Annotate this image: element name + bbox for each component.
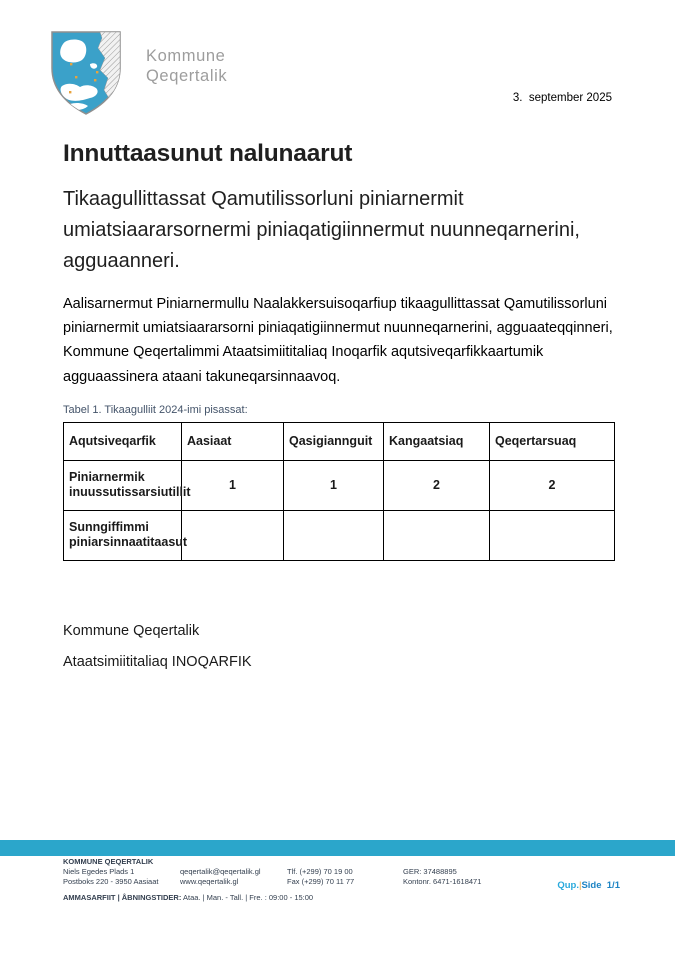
signature-block [63, 623, 613, 670]
cell-value [182, 510, 284, 560]
cell-value: 1 [182, 460, 284, 510]
footer-phone: Tlf. (+299) 70 19 00 [287, 867, 353, 876]
footer-phone-column [287, 857, 403, 887]
row-label-leisure-hunters: Sunngiffimmi piniarsinnaatitaasut [64, 510, 182, 560]
letter-content [63, 140, 613, 670]
body-paragraph: Aalisarnermut Piniarnermullu Naalakkersuisoqarfiup tikaagullittassat Qamutilissorluni piniarnermit umiatsiaararsorni piniaqatigiinnermut nuunneqarnerini, agguaateqqinneri, Kommune Qeqertalimmi Ataatsimiititaliaq Inoqarfik aqutsiveqarfikkaartumik agguaassinera ataani takuneqarsinnaavoq. [63, 296, 613, 385]
col-header-qeqertarsuaq: Qeqertarsuaq [490, 422, 615, 460]
org-wordmark-line2: Qeqertalik [146, 67, 228, 85]
footer-address-line2: Postboks 220 - 3950 Aasiaat [63, 877, 159, 886]
page-number-separator: | [578, 880, 582, 891]
opening-hours-label: AMMASARFIIT | ÅBNINGSTIDER: [63, 893, 182, 902]
footer-web-column [180, 857, 287, 887]
cell-value [490, 510, 615, 560]
letterhead [50, 30, 227, 116]
cell-value [384, 510, 490, 560]
footer-opening-hours [63, 893, 620, 903]
page-number-qup: Qup. [557, 880, 579, 891]
footer-website: www.qeqertalik.gl [180, 877, 239, 886]
table-row [64, 510, 615, 560]
org-wordmark [146, 46, 227, 86]
footer-org-name: KOMMUNE QEQERTALIK [63, 857, 154, 866]
quota-table [63, 422, 615, 561]
page-number [557, 881, 620, 891]
footer-address-column [63, 857, 180, 887]
footer-email: qeqertalik@qeqertalik.gl [180, 867, 261, 876]
footer-fax: Fax (+299) 70 11 77 [287, 877, 355, 886]
page-number-side: Side 1/1 [581, 880, 620, 891]
opening-hours-value: Ataa. | Man. - Tall. | Fre. : 09:00 - 15:00 [181, 893, 314, 902]
footer-ger-number: GER: 37488895 [403, 867, 457, 876]
page-title: Innuttaasunut nalunaarut [63, 140, 353, 167]
table-caption: Tabel 1. Tikaagulliit 2024-imi pisassat: [63, 403, 248, 416]
col-header-kangaatsiaq: Kangaatsiaq [384, 422, 490, 460]
table-row [64, 460, 615, 510]
footer [63, 857, 620, 903]
cell-value: 2 [490, 460, 615, 510]
footer-address-line1: Niels Egedes Plads 1 [63, 867, 135, 876]
col-header-aasiaat: Aasiaat [182, 422, 284, 460]
signature-org: Kommune Qeqertalik [63, 622, 200, 639]
page-subtitle: Tikaagullittassat Qamutilissorluni piniarnermit umiatsiaararsornermi piniaqatigiinnermut nuunneqarnerini, agguaanneri. [63, 188, 580, 272]
col-header-qasigiannguit: Qasigiannguit [284, 422, 384, 460]
document-date: 3. september 2025 [512, 92, 612, 104]
table-header-row [64, 422, 615, 460]
org-wordmark-line1: Kommune [146, 47, 226, 65]
municipality-crest-icon [50, 30, 122, 116]
row-label-professional-hunters: Piniarnermik inuussutissarsiutillit [64, 460, 182, 510]
signature-committee: Ataatsimiititaliaq INOQARFIK [63, 653, 252, 670]
cell-value: 1 [284, 460, 384, 510]
cell-value: 2 [384, 460, 490, 510]
footer-account-number: Kontonr. 6471-1618471 [403, 877, 482, 886]
col-header-aqutsiveqarfik: Aqutsiveqarfik [64, 422, 182, 460]
footer-accent-bar [0, 840, 675, 856]
cell-value [284, 510, 384, 560]
